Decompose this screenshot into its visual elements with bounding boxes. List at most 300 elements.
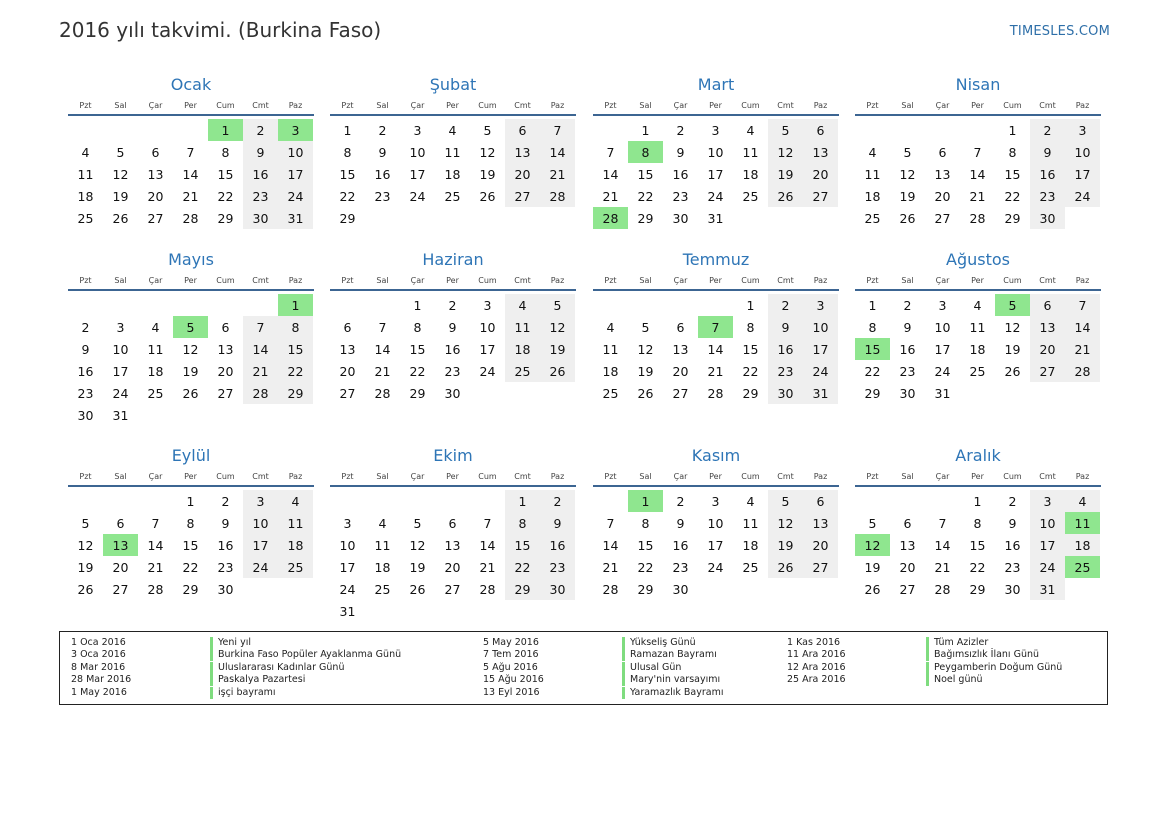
weekday-label: Sal (114, 100, 127, 110)
legend-item (776, 662, 1062, 674)
day-cell: 18 (742, 166, 759, 182)
day-cell: 23 (217, 559, 234, 575)
weekday-label: Çar (935, 471, 950, 481)
day-cell: 1 (413, 297, 422, 313)
holiday-day-cell: 28 (593, 207, 628, 229)
day-cell: 28 (374, 385, 391, 401)
month-name: Ağustos (946, 250, 1010, 269)
day-cell: 9 (768, 316, 803, 338)
day-cell: 25 (444, 188, 461, 204)
day-cell: 28 (602, 581, 619, 597)
day-cell: 31 (803, 382, 838, 404)
day-cell: 6 (903, 515, 912, 531)
day-cell: 15 (339, 166, 356, 182)
empty-cell (138, 119, 173, 141)
legend-item (472, 674, 720, 686)
day-cell: 7 (378, 319, 387, 335)
day-cell: 12 (77, 537, 94, 553)
weekday-label: Per (184, 471, 197, 481)
day-cell: 6 (803, 490, 838, 512)
header-divider (855, 289, 1101, 291)
day-cell: 1 (973, 493, 982, 509)
day-cell: 24 (339, 581, 356, 597)
holiday-date: 25 Ara 2016 (787, 674, 846, 686)
day-cell: 27 (339, 385, 356, 401)
holiday-date: 8 Mar 2016 (71, 661, 126, 673)
day-cell: 27 (803, 556, 838, 578)
holiday-day-cell: 13 (103, 534, 138, 556)
day-cell: 27 (217, 385, 234, 401)
day-cell: 17 (1065, 163, 1100, 185)
day-cell: 17 (339, 559, 356, 575)
day-cell: 8 (343, 144, 352, 160)
day-cell: 22 (339, 188, 356, 204)
day-cell: 3 (483, 297, 492, 313)
weekday-header (593, 469, 839, 483)
empty-cell (68, 119, 103, 141)
day-cell: 21 (969, 188, 986, 204)
holiday-name: Peygamberin Doğum Günü (926, 662, 1062, 674)
day-cell: 7 (483, 515, 492, 531)
day-cell: 20 (505, 163, 540, 185)
day-cell: 6 (676, 319, 685, 335)
month-name: Haziran (422, 250, 484, 269)
day-cell: 29 (1004, 210, 1021, 226)
day-cell: 3 (116, 319, 125, 335)
day-cell: 15 (505, 534, 540, 556)
day-cell: 27 (147, 210, 164, 226)
day-cell: 5 (868, 515, 877, 531)
day-cell: 27 (899, 581, 916, 597)
empty-cell (365, 294, 400, 316)
weekday-label: Cmt (777, 100, 794, 110)
day-cell: 7 (606, 515, 615, 531)
day-cell: 29 (637, 210, 654, 226)
day-cell: 7 (186, 144, 195, 160)
day-cell: 11 (77, 166, 94, 182)
day-cell: 26 (112, 210, 129, 226)
day-cell: 5 (413, 515, 422, 531)
day-cell: 11 (742, 144, 759, 160)
holiday-date: 5 Ağu 2016 (483, 661, 538, 673)
day-cell: 17 (803, 338, 838, 360)
day-cell: 31 (339, 603, 356, 619)
day-cell: 23 (540, 556, 575, 578)
day-cell: 23 (1030, 185, 1065, 207)
day-cell: 11 (969, 319, 986, 335)
day-cell: 14 (602, 166, 619, 182)
day-cell: 15 (217, 166, 234, 182)
day-cell: 26 (768, 185, 803, 207)
holiday-name: Yükseliş Günü (622, 637, 696, 649)
day-cell: 4 (868, 144, 877, 160)
weekday-label: Pzt (866, 275, 879, 285)
day-cell: 30 (768, 382, 803, 404)
day-cell: 4 (151, 319, 160, 335)
day-cell: 3 (1030, 490, 1065, 512)
weekday-label: Per (971, 100, 984, 110)
day-cell: 16 (899, 341, 916, 357)
header-divider (330, 114, 576, 116)
holiday-date: 1 Kas 2016 (787, 637, 841, 648)
day-cell: 13 (803, 512, 838, 534)
weekday-label: Çar (410, 275, 425, 285)
day-cell: 12 (899, 166, 916, 182)
weekday-label: Paz (550, 471, 565, 481)
empty-cell (400, 490, 435, 512)
day-cell: 8 (413, 319, 422, 335)
weekday-label: Sal (376, 471, 389, 481)
day-cell: 11 (374, 537, 391, 553)
day-cell: 2 (540, 490, 575, 512)
weekday-label: Sal (639, 471, 652, 481)
day-cell: 25 (742, 188, 759, 204)
day-cell: 2 (243, 119, 278, 141)
weekday-label: Pzt (79, 100, 92, 110)
day-cell: 20 (899, 559, 916, 575)
day-cell: 17 (707, 166, 724, 182)
day-cell: 21 (1065, 338, 1100, 360)
weekday-header (855, 273, 1101, 287)
day-cell: 12 (479, 144, 496, 160)
weekday-header (855, 469, 1101, 483)
day-cell: 3 (803, 294, 838, 316)
day-cell: 17 (243, 534, 278, 556)
day-cell: 25 (505, 360, 540, 382)
weekday-label: Per (184, 275, 197, 285)
holiday-day-cell: 1 (208, 119, 243, 141)
day-cell: 12 (409, 537, 426, 553)
day-cell: 26 (77, 581, 94, 597)
month-block (855, 446, 1101, 600)
day-cell: 7 (973, 144, 982, 160)
month-name: Mart (697, 75, 735, 94)
weekday-label: Çar (673, 275, 688, 285)
day-cell: 11 (444, 144, 461, 160)
weekday-label: Cum (478, 100, 497, 110)
empty-cell (103, 490, 138, 512)
day-cell: 29 (409, 385, 426, 401)
holiday-name: Ramazan Bayramı (622, 649, 717, 661)
day-cell: 13 (444, 537, 461, 553)
weekday-label: Cum (1003, 275, 1022, 285)
day-cell: 18 (602, 363, 619, 379)
empty-cell (68, 490, 103, 512)
day-cell: 12 (1004, 319, 1021, 335)
weekday-label: Cmt (514, 100, 531, 110)
legend-item (60, 637, 251, 649)
weekday-label: Per (446, 100, 459, 110)
day-cell: 10 (112, 341, 129, 357)
weekday-label: Paz (813, 471, 828, 481)
day-cell: 2 (448, 297, 457, 313)
weekday-label: Paz (1075, 275, 1090, 285)
month-block (855, 250, 1101, 404)
day-cell: 22 (278, 360, 313, 382)
day-cell: 15 (742, 341, 759, 357)
empty-cell (855, 119, 890, 141)
month-block (68, 446, 314, 600)
day-cell: 18 (864, 188, 881, 204)
day-cell: 8 (746, 319, 755, 335)
weekday-label: Çar (673, 471, 688, 481)
day-cell: 25 (742, 559, 759, 575)
day-cell: 21 (602, 188, 619, 204)
weekday-label: Sal (376, 275, 389, 285)
weekday-label: Pzt (604, 100, 617, 110)
day-cell: 10 (409, 144, 426, 160)
header-divider (68, 485, 314, 487)
month-name: Temmuz (682, 250, 750, 269)
day-cell: 30 (672, 581, 689, 597)
day-cell: 5 (768, 490, 803, 512)
day-cell: 13 (672, 341, 689, 357)
legend-item (472, 637, 696, 649)
day-cell: 1 (746, 297, 755, 313)
day-cell: 24 (803, 360, 838, 382)
weekday-label: Cmt (252, 275, 269, 285)
day-cell: 24 (479, 363, 496, 379)
weekday-label: Cum (216, 471, 235, 481)
holiday-name: Uluslararası Kadınlar Günü (210, 662, 344, 674)
day-cell: 7 (540, 119, 575, 141)
day-cell: 5 (641, 319, 650, 335)
day-cell: 15 (1004, 166, 1021, 182)
day-cell: 28 (969, 210, 986, 226)
day-cell: 7 (1065, 294, 1100, 316)
day-cell: 15 (278, 338, 313, 360)
weekday-label: Paz (550, 275, 565, 285)
weekday-label: Pzt (341, 100, 354, 110)
day-cell: 13 (803, 141, 838, 163)
holiday-name: Mary'nin varsayımı (622, 674, 720, 686)
day-cell: 3 (243, 490, 278, 512)
day-cell: 18 (742, 537, 759, 553)
weekday-label: Paz (288, 275, 303, 285)
day-cell: 2 (676, 122, 685, 138)
day-cell: 6 (1030, 294, 1065, 316)
day-cell: 3 (343, 515, 352, 531)
weekday-label: Cum (1003, 100, 1022, 110)
empty-cell (173, 119, 208, 141)
day-cell: 25 (374, 581, 391, 597)
day-cell: 24 (1030, 556, 1065, 578)
day-grid (68, 119, 314, 229)
day-cell: 1 (868, 297, 877, 313)
weekday-header (68, 273, 314, 287)
holiday-day-cell: 12 (855, 534, 890, 556)
empty-cell (960, 119, 995, 141)
day-cell: 7 (606, 144, 615, 160)
day-grid (330, 119, 576, 229)
weekday-label: Çar (935, 275, 950, 285)
day-cell: 19 (112, 188, 129, 204)
day-cell: 1 (186, 493, 195, 509)
holiday-date: 15 Ağu 2016 (483, 674, 544, 686)
day-cell: 21 (540, 163, 575, 185)
day-cell: 30 (243, 207, 278, 229)
day-cell: 20 (1030, 338, 1065, 360)
day-cell: 18 (505, 338, 540, 360)
day-cell: 4 (81, 144, 90, 160)
day-cell: 29 (217, 210, 234, 226)
day-grid (330, 490, 576, 622)
day-cell: 30 (899, 385, 916, 401)
empty-cell (365, 490, 400, 512)
month-name: Mayıs (168, 250, 214, 269)
day-cell: 29 (637, 581, 654, 597)
day-cell: 29 (278, 382, 313, 404)
day-cell: 26 (768, 556, 803, 578)
day-cell: 17 (409, 166, 426, 182)
day-cell: 7 (938, 515, 947, 531)
day-cell: 13 (899, 537, 916, 553)
day-grid (855, 294, 1101, 404)
day-cell: 1 (505, 490, 540, 512)
day-cell: 31 (934, 385, 951, 401)
day-cell: 17 (479, 341, 496, 357)
day-cell: 24 (934, 363, 951, 379)
weekday-label: Paz (1075, 100, 1090, 110)
day-cell: 5 (768, 119, 803, 141)
day-cell: 8 (186, 515, 195, 531)
day-cell: 2 (1008, 493, 1017, 509)
weekday-label: Sal (901, 471, 914, 481)
day-cell: 9 (243, 141, 278, 163)
day-grid (855, 490, 1101, 600)
weekday-label: Cum (478, 471, 497, 481)
weekday-label: Sal (901, 275, 914, 285)
day-cell: 22 (637, 559, 654, 575)
day-cell: 20 (803, 163, 838, 185)
day-cell: 10 (803, 316, 838, 338)
day-cell: 14 (934, 537, 951, 553)
day-cell: 6 (151, 144, 160, 160)
day-cell: 25 (77, 210, 94, 226)
holiday-day-cell: 11 (1065, 512, 1100, 534)
weekday-label: Sal (639, 275, 652, 285)
weekday-label: Çar (148, 275, 163, 285)
day-cell: 19 (899, 188, 916, 204)
day-cell: 28 (540, 185, 575, 207)
day-cell: 11 (147, 341, 164, 357)
day-cell: 28 (479, 581, 496, 597)
day-cell: 2 (903, 297, 912, 313)
weekday-label: Pzt (341, 471, 354, 481)
day-cell: 4 (448, 122, 457, 138)
empty-cell (593, 490, 628, 512)
holiday-day-cell: 5 (173, 316, 208, 338)
month-block (330, 75, 576, 229)
day-cell: 24 (1065, 185, 1100, 207)
day-cell: 4 (746, 493, 755, 509)
day-cell: 19 (77, 559, 94, 575)
holiday-date: 5 May 2016 (483, 637, 539, 648)
day-cell: 30 (77, 407, 94, 423)
day-cell: 23 (77, 385, 94, 401)
day-cell: 22 (409, 363, 426, 379)
empty-cell (243, 294, 278, 316)
weekday-header (68, 98, 314, 112)
weekday-label: Per (971, 471, 984, 481)
weekday-label: Pzt (866, 471, 879, 481)
day-cell: 23 (672, 559, 689, 575)
day-cell: 2 (676, 493, 685, 509)
legend-item (60, 687, 276, 699)
day-cell: 10 (1065, 141, 1100, 163)
day-cell: 13 (217, 341, 234, 357)
day-cell: 13 (505, 141, 540, 163)
day-cell: 26 (864, 581, 881, 597)
day-cell: 14 (147, 537, 164, 553)
day-cell: 11 (602, 341, 619, 357)
empty-cell (103, 119, 138, 141)
day-cell: 6 (343, 319, 352, 335)
day-cell: 9 (676, 144, 685, 160)
day-cell: 27 (1030, 360, 1065, 382)
weekday-label: Cum (216, 275, 235, 285)
day-cell: 4 (746, 122, 755, 138)
weekday-header (68, 469, 314, 483)
empty-cell (173, 294, 208, 316)
day-cell: 23 (243, 185, 278, 207)
day-cell: 17 (707, 537, 724, 553)
day-cell: 22 (217, 188, 234, 204)
holiday-day-cell: 1 (628, 490, 663, 512)
day-cell: 20 (339, 363, 356, 379)
legend-item (776, 649, 1039, 661)
header-divider (855, 114, 1101, 116)
day-cell: 10 (707, 144, 724, 160)
empty-cell (593, 294, 628, 316)
day-cell: 20 (147, 188, 164, 204)
weekday-label: Pzt (604, 471, 617, 481)
day-cell: 28 (182, 210, 199, 226)
header-divider (593, 485, 839, 487)
month-name: Ekim (433, 446, 473, 465)
legend-item (776, 637, 988, 649)
weekday-label: Cmt (1039, 275, 1056, 285)
weekday-label: Cmt (1039, 100, 1056, 110)
day-cell: 6 (803, 119, 838, 141)
header-divider (855, 485, 1101, 487)
holiday-date: 28 Mar 2016 (71, 674, 132, 686)
holiday-name: Tüm Azizler (926, 637, 988, 649)
holiday-day-cell: 25 (1065, 556, 1100, 578)
holiday-date: 3 Oca 2016 (71, 649, 126, 661)
day-cell: 1 (641, 122, 650, 138)
day-cell: 28 (243, 382, 278, 404)
day-cell: 27 (112, 581, 129, 597)
day-cell: 19 (540, 338, 575, 360)
day-cell: 14 (374, 341, 391, 357)
day-cell: 18 (374, 559, 391, 575)
weekday-label: Cum (741, 471, 760, 481)
weekday-label: Sal (901, 100, 914, 110)
day-cell: 16 (540, 534, 575, 556)
holiday-day-cell: 3 (278, 119, 313, 141)
day-cell: 23 (768, 360, 803, 382)
site-link[interactable]: TIMESLES.COM (1009, 24, 1110, 39)
day-cell: 20 (672, 363, 689, 379)
day-cell: 10 (479, 319, 496, 335)
day-cell: 26 (409, 581, 426, 597)
day-cell: 8 (505, 512, 540, 534)
day-cell: 15 (637, 166, 654, 182)
day-cell: 13 (339, 341, 356, 357)
day-cell: 21 (374, 363, 391, 379)
day-cell: 19 (768, 534, 803, 556)
